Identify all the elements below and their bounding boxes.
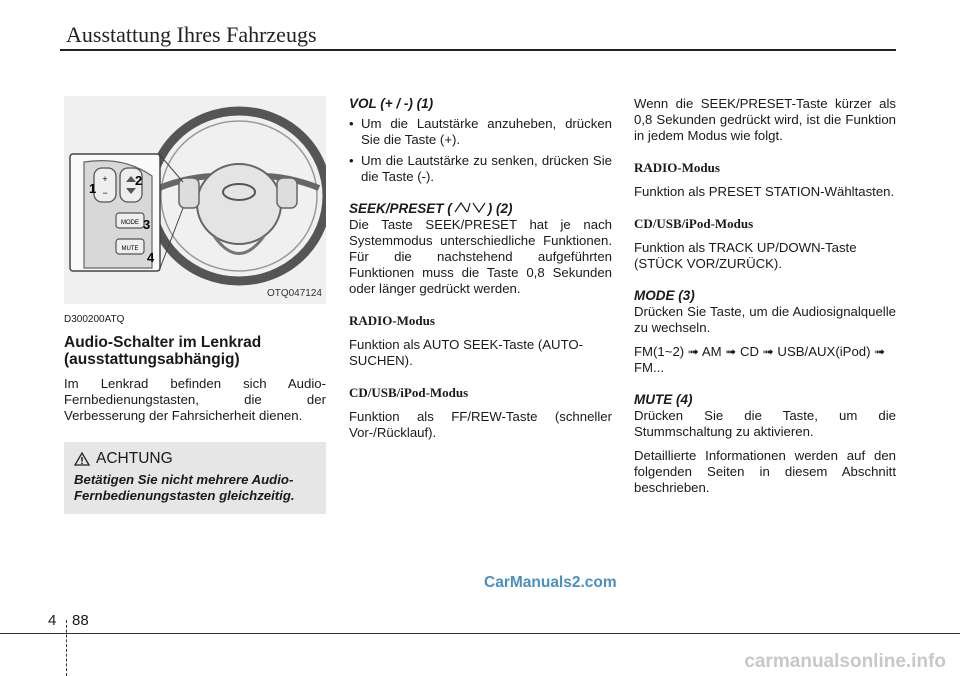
section-number: 4 (48, 612, 57, 629)
svg-text:−: − (102, 188, 108, 198)
vol-bullet-down: • Um die Lautstärke zu senken, drücken Sie die Taste (-). (349, 153, 612, 185)
figure-callout-2: 2 (135, 173, 143, 188)
figure-callout-4: 4 (147, 250, 155, 265)
radio-heading-short: RADIO-Modus (634, 160, 720, 175)
header-rule (60, 49, 896, 51)
mute-heading: MUTE (4) (634, 392, 693, 407)
vol-heading: VOL (+ / -) (1) (349, 96, 434, 111)
section-heading: Audio-Schalter im Lenkrad (ausstattungsabhängig) (64, 334, 262, 368)
warning-box (64, 442, 326, 514)
mode-heading: MODE (3) (634, 288, 695, 303)
page-number: 88 (72, 612, 89, 629)
cd-body-long: Funktion als FF/REW-Taste (schneller Vor-/Rücklauf). (349, 409, 612, 440)
vol-bullet-up: • Um die Lautstärke anzuheben, drücken Sie die Taste (+). (349, 116, 612, 148)
warning-title: ACHTUNG (96, 450, 173, 467)
radio-heading-long: RADIO-Modus (349, 313, 435, 328)
figure-label: OTQ047124 (266, 288, 322, 299)
warning-triangle-icon (74, 452, 90, 466)
mode-sequence: FM(1~2) ➟ AM ➟ CD ➟ USB/AUX(iPod) ➟ FM... (634, 344, 886, 375)
column-2 (349, 96, 612, 441)
outro-text: Detaillierte Informationen werden auf den folgenden Seiten in diesem Abschnitt beschrieben. (634, 448, 896, 495)
svg-text:+: + (102, 174, 108, 184)
footer-brand: carmanualsonline.info (744, 651, 946, 672)
mute-body: Drücken Sie die Taste, um die Stummschaltung zu aktivieren. (634, 408, 896, 439)
steering-wheel-illustration (64, 96, 326, 304)
short-press-intro: Wenn die SEEK/PRESET-Taste kürzer als 0,8 Sekunden gedrückt wird, ist die Funktion in jedem Modus wie folgt. (634, 96, 896, 143)
figure-button-mute: MUTE (121, 246, 139, 252)
vol-bullets (349, 116, 612, 185)
cd-heading-long: CD/USB/iPod-Modus (349, 385, 469, 400)
watermark-link[interactable]: CarManuals2.com (484, 574, 617, 591)
warning-text: Betätigen Sie nicht mehrere Audio-Fernbedienungstasten gleichzeitig. (74, 472, 295, 503)
cd-heading-short: CD/USB/iPod-Modus (634, 216, 754, 231)
radio-body-long: Funktion als AUTO SEEK-Taste (AUTO-SUCHEN). (349, 337, 584, 368)
cd-body-short: Funktion als TRACK UP/DOWN-Taste (STÜCK VOR/ZURÜCK). (634, 240, 857, 271)
figure-callout-1: 1 (89, 181, 97, 196)
mode-body: Drücken Sie Taste, um die Audiosignalquelle zu wechseln. (634, 304, 896, 335)
column-3 (634, 96, 896, 496)
steering-wheel-figure (64, 96, 326, 304)
seek-heading-post: ) (2) (487, 201, 513, 216)
column-1 (64, 96, 326, 514)
seek-body: Die Taste SEEK/PRESET hat je nach Systemmodus unterschiedliche Funktionen. Für die nachstehend aufgeführten Funktionen muss die Taste 0,8 Sekunden oder länger gedrückt werden. (349, 217, 612, 296)
seek-up-down-icon (452, 201, 488, 213)
footer-rule (0, 633, 960, 634)
radio-body-short: Funktion als PRESET STATION-Wähltasten. (634, 184, 895, 199)
warning-title-row (74, 450, 316, 468)
seek-heading (349, 201, 612, 217)
footer-separator (66, 620, 67, 676)
figure-button-mode: MODE (121, 220, 139, 226)
section-code: D300200ATQ (64, 314, 125, 325)
header-title: Ausstattung Ihres Fahrzeugs (66, 22, 317, 47)
seek-heading-pre: SEEK/PRESET ( (349, 201, 452, 216)
figure-callout-3: 3 (143, 217, 151, 232)
section-body: Im Lenkrad befinden sich Audio-Fernbedienungstasten, die der Verbesserung der Fahrsicherheit dienen. (64, 376, 326, 423)
